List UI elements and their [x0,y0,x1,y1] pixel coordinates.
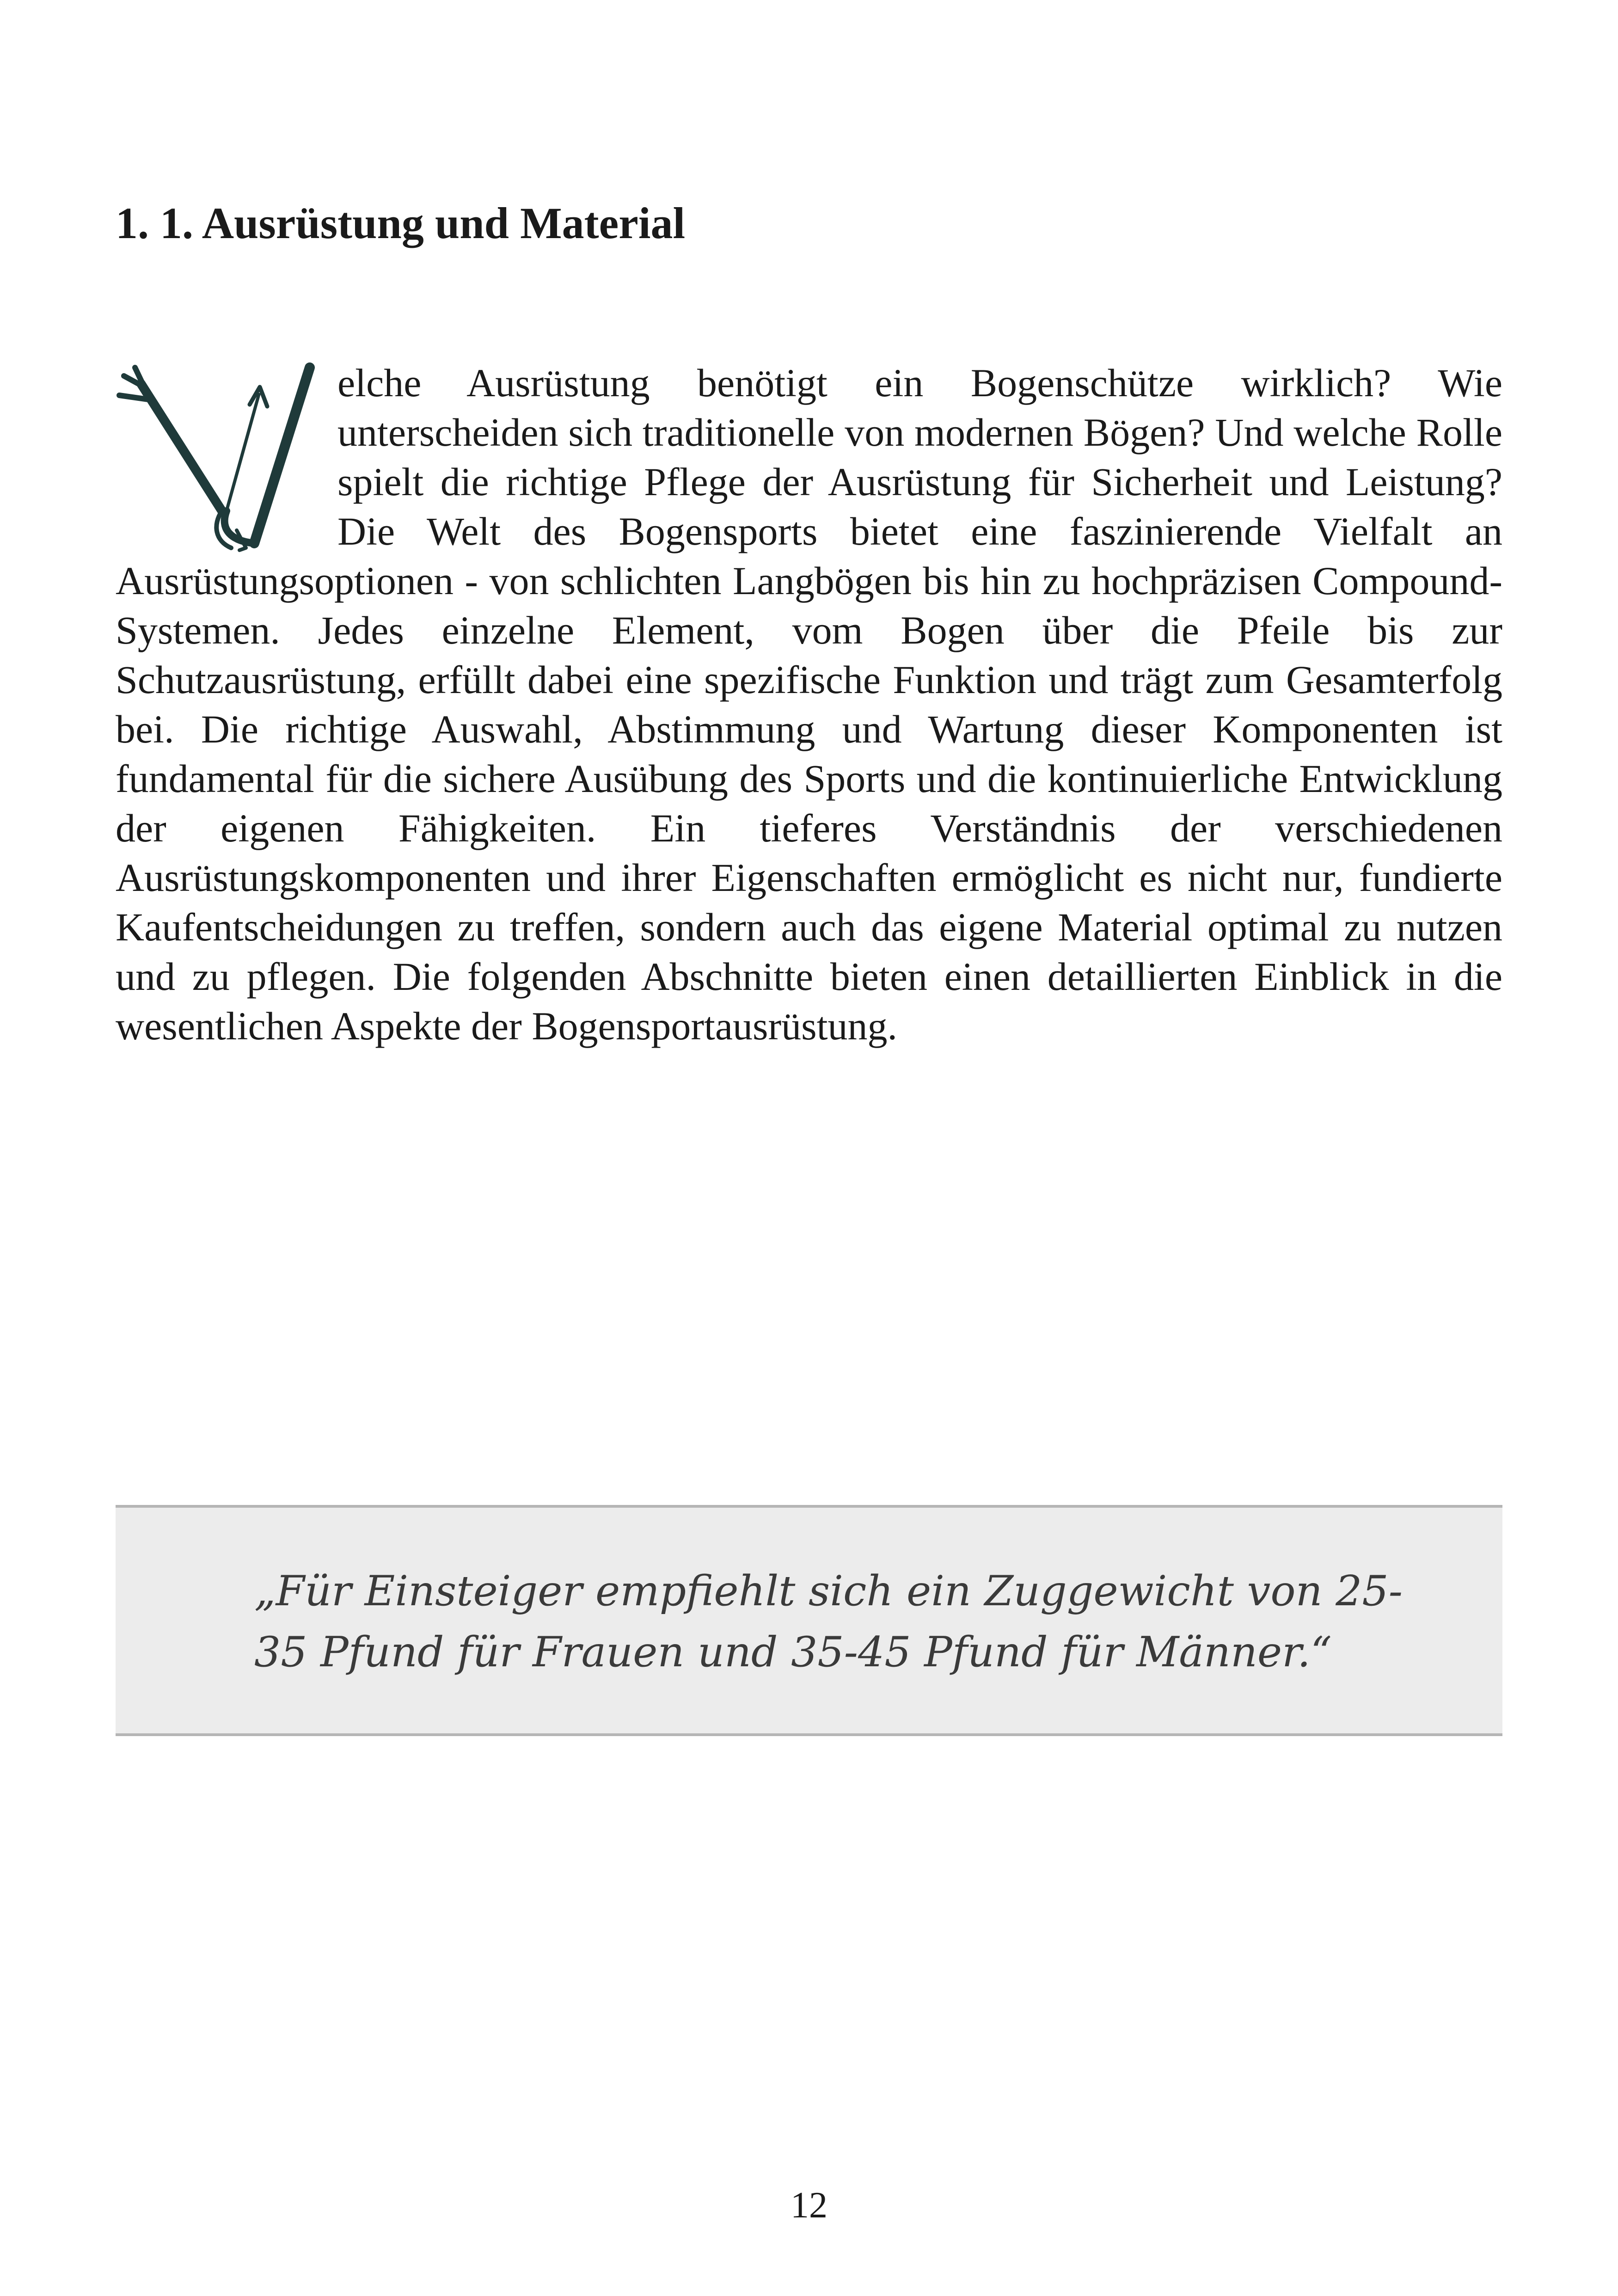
body-paragraph-text: elche Ausrüstung benötigt ein Bogenschütze wirklich? Wie unterscheiden sich traditionelle von modernen Bögen? Und welche Rolle spielt die richtige Pflege der Ausrüstung für Sicherheit und Leistung? Die Welt des Bogensports bietet eine faszinierende Vielfalt an Ausrüstungsoptionen - von schlichten Langbögen bis hin zu hochpräzisen Compound-Systemen. Jedes einzelne Element, vom Bogen über die Pfeile bis zur Schutzausrüstung, erfüllt dabei eine spezifische Funktion und trägt zum Gesamterfolg bei. Die richtige Auswahl, Abstimmung und Wartung dieser Komponenten ist fundamental für die sichere Ausübung des Sports und die kontinuierliche Entwicklung der eigenen Fähigkeiten. Ein tieferes Verständnis der verschiedenen Ausrüstungskomponenten und ihrer Eigenschaften ermöglicht es nicht nur, fundierte Kaufentscheidungen zu treffen, sondern auch das eigene Material optimal zu nutzen und zu pflegen. Die folgenden Abschnitte bieten einen detaillierten Einblick in die wesentlichen Aspekte der Bogensportausrüstung. [116,361,1502,1048]
dropcap-letter-w [116,358,337,556]
body-paragraph [116,358,1502,1051]
pull-quote-text: „Für Einsteiger empfiehlt sich ein Zuggewicht von 25-35 Pfund für Frauen und 35-45 Pfund für Männer.“ [254,1567,1403,1676]
page-number: 12 [791,2185,827,2226]
arrow-letter-w-icon [116,358,319,556]
section-heading: 1. 1. Ausrüstung und Material [116,198,686,248]
pull-quote-box [116,1505,1502,1736]
